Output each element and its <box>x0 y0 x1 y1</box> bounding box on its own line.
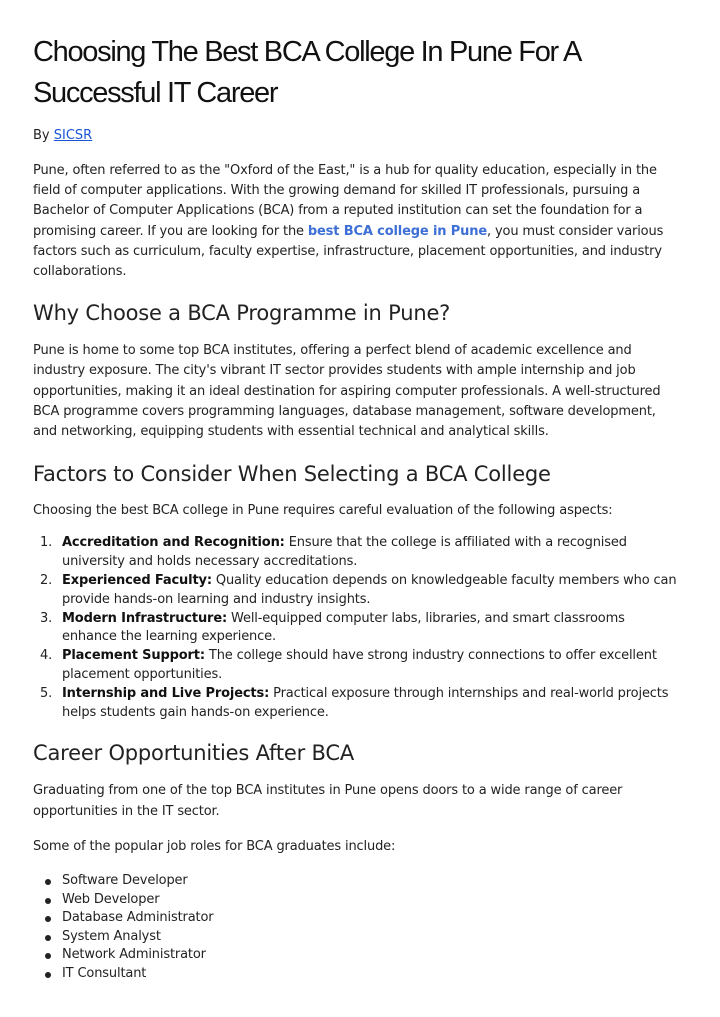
bullet-icon <box>45 972 51 978</box>
bullet-icon <box>45 935 51 941</box>
list-number: 5. <box>40 685 53 701</box>
list-item-term: Internship and Live Projects: <box>62 685 270 701</box>
section-paragraph-factors-intro: Choosing the best BCA college in Pune requires careful evaluation of the following aspects: <box>33 503 613 519</box>
section-heading-career: Career Opportunities After BCA <box>33 741 354 766</box>
list-number: 3. <box>40 610 53 626</box>
list-item <box>33 647 681 685</box>
list-item <box>33 946 681 965</box>
job-role: System Analyst <box>62 928 161 944</box>
job-role: Web Developer <box>62 891 160 907</box>
job-roles-list <box>33 872 681 984</box>
list-item-text: The college should have strong industry connections to offer excellent placement opportunities. <box>62 648 657 683</box>
list-item-term: Placement Support: <box>62 648 205 664</box>
job-role: Database Administrator <box>62 910 214 926</box>
byline-prefix: By <box>33 128 54 143</box>
list-item-text: Quality education depends on knowledgeable faculty members who can provide hands-on learning and industry insights. <box>62 573 677 607</box>
bullet-icon <box>45 916 51 922</box>
section-paragraph-why-pune: Pune is home to some top BCA institutes, offering a perfect blend of academic excellence and industry exposure. The city's vibrant IT sector provides students with ample internship and job opportunities, making it an ideal destination for aspiring computer professionals. A well-structured BCA programme covers programming languages, database management, software development, and networking, equipping students with essential technical and analytical skills. <box>33 343 661 440</box>
best-bca-college-link[interactable]: best BCA college in Pune <box>307 223 488 239</box>
list-item <box>33 891 681 910</box>
list-item-text: Well-equipped computer labs, libraries, and smart classrooms enhance the learning experience. <box>62 610 625 645</box>
byline <box>33 126 681 146</box>
list-item <box>33 965 681 984</box>
list-item-term: Accreditation and Recognition: <box>62 535 285 551</box>
section-paragraph-career: Graduating from one of the top BCA institutes in Pune opens doors to a wide range of career opportunities in the IT sector. <box>33 783 623 819</box>
list-item <box>33 685 681 723</box>
job-role: Network Administrator <box>62 947 206 963</box>
intro-text-before-link: Pune, often referred to as the "Oxford of the East," is a hub for quality education, especially in the field of computer applications. With the growing demand for skilled IT professionals, pursuing a Bachelor of Computer Applications (BCA) from a reputed institution can set the foundation for a promising career. If you are looking for the <box>33 163 657 239</box>
list-item <box>33 909 681 928</box>
list-item <box>33 610 681 648</box>
section-heading-why-pune: Why Choose a BCA Programme in Pune? <box>33 301 451 326</box>
bullet-icon <box>45 898 51 904</box>
list-number: 4. <box>40 648 53 664</box>
list-item <box>33 928 681 947</box>
list-item-text: Practical exposure through internships and real-world projects helps students gain hands-on experience. <box>62 685 669 720</box>
list-item-term: Modern Infrastructure: <box>62 610 228 626</box>
list-item <box>33 534 681 572</box>
intro-paragraph <box>33 161 681 282</box>
author-link[interactable]: SICSR <box>53 128 93 143</box>
list-number: 1. <box>40 535 53 551</box>
page-title: Choosing The Best BCA College In Pune For A Successful IT Career <box>33 36 580 109</box>
factors-list <box>33 534 681 722</box>
bullet-icon <box>45 879 51 885</box>
job-role: IT Consultant <box>62 965 147 981</box>
section-paragraph-roles-intro: Some of the popular job roles for BCA graduates include: <box>33 838 396 854</box>
list-item <box>33 872 681 891</box>
list-number: 2. <box>40 573 53 589</box>
intro-text-after-link: , you must consider various factors such as curriculum, faculty expertise, infrastructure, placement opportunities, and industry collaborations. <box>33 223 664 280</box>
article <box>33 32 681 984</box>
list-item-term: Experienced Faculty: <box>62 573 212 589</box>
bullet-icon <box>45 953 51 959</box>
list-item <box>33 572 681 610</box>
list-item-text: Ensure that the college is affiliated with a recognised university and holds necessary accreditations. <box>62 535 627 570</box>
section-heading-factors: Factors to Consider When Selecting a BCA College <box>33 462 551 487</box>
job-role: Software Developer <box>62 873 188 889</box>
